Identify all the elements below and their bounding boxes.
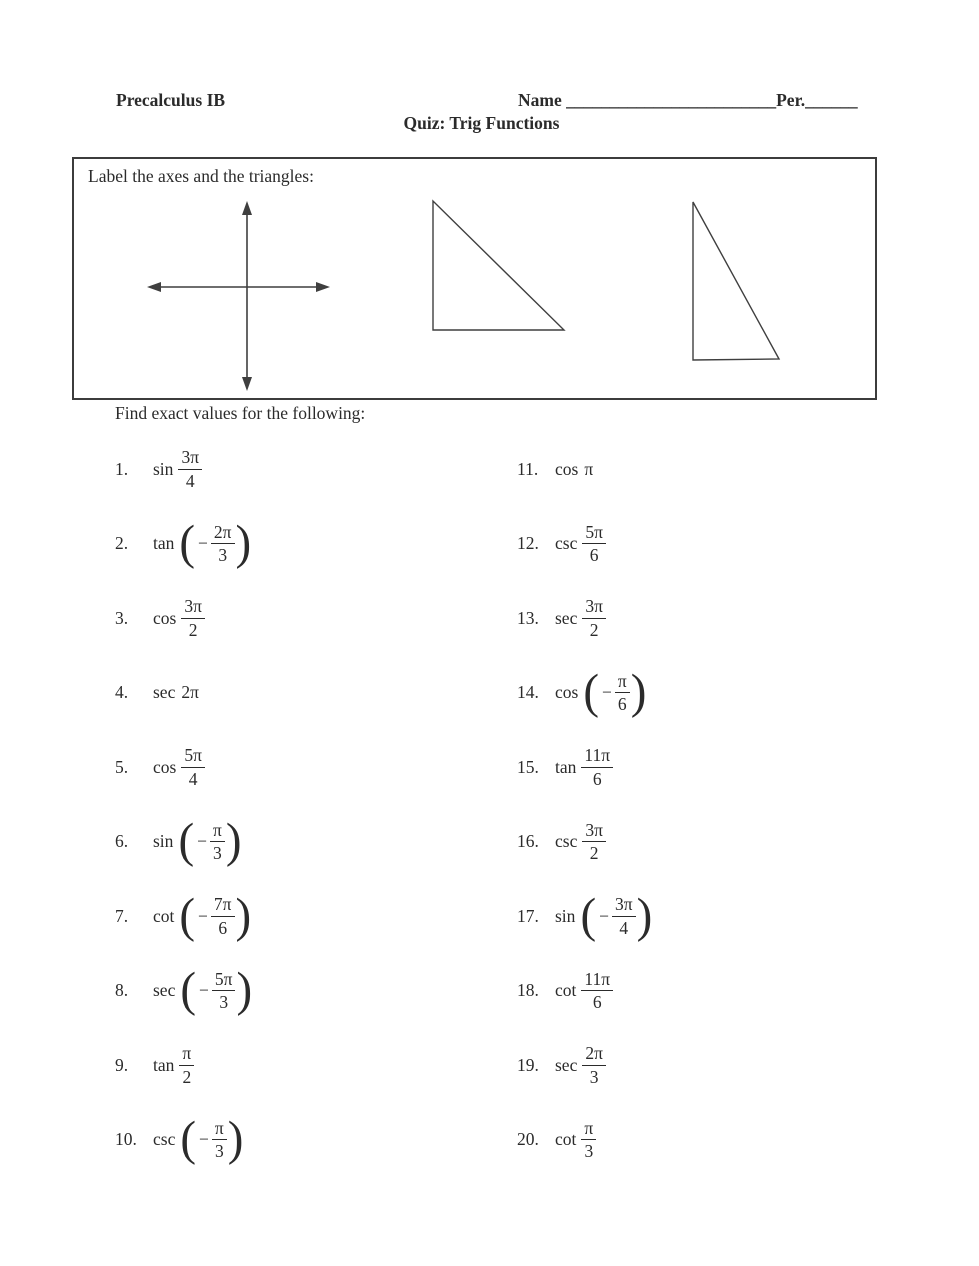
fraction-argument (581, 745, 613, 789)
problem-number: 18. (517, 980, 539, 1001)
fraction-numerator: π (182, 1043, 192, 1064)
problem-number: 9. (115, 1054, 129, 1075)
fraction-numerator: 3π (614, 894, 633, 915)
fraction-argument (211, 894, 235, 938)
fraction-denominator: 4 (612, 916, 636, 939)
period-blank-line: ______ (805, 90, 858, 110)
trig-function-name: cot (555, 1129, 577, 1150)
section-prompt: Find exact values for the following: (115, 403, 366, 423)
trig-function-name: sec (555, 1054, 578, 1075)
right-triangle-narrow-figure (693, 202, 779, 360)
fraction-argument (581, 969, 613, 1013)
fraction-denominator: 2 (582, 618, 606, 641)
fraction-numerator: π (212, 819, 222, 840)
fraction-argument (615, 671, 630, 715)
fraction-numerator: 3π (585, 596, 603, 617)
fraction-denominator: 2 (582, 841, 606, 864)
close-paren: ) (235, 516, 252, 571)
problem-number: 5. (115, 756, 129, 777)
problem-number: 6. (115, 831, 129, 852)
figure-instruction: Label the axes and the triangles: (88, 166, 314, 186)
trig-function-name: sin (555, 905, 576, 926)
fraction-argument (211, 522, 235, 566)
plain-argument: π (584, 458, 594, 479)
fraction-numerator: 3π (184, 596, 202, 617)
problem-number: 17. (517, 905, 539, 926)
fraction-numerator: 5π (184, 745, 202, 766)
minus-sign: − (199, 980, 209, 1001)
fraction-numerator: 5π (585, 521, 603, 542)
fraction-denominator: 4 (178, 469, 202, 492)
close-paren: ) (227, 1112, 244, 1167)
trig-function-name: csc (555, 831, 578, 852)
fraction-denominator: 2 (181, 618, 205, 641)
problem-number: 8. (115, 980, 129, 1001)
trig-function-name: cos (153, 607, 177, 628)
problem-number: 10. (115, 1129, 137, 1150)
trig-function-name: sin (153, 831, 174, 852)
fraction-denominator: 3 (212, 1139, 227, 1162)
problem-number: 15. (517, 756, 539, 777)
minus-sign: − (197, 831, 207, 852)
figures-svg (74, 159, 875, 398)
open-paren: ( (580, 888, 597, 943)
problem-6 (115, 805, 485, 880)
course-title: Precalculus IB (116, 90, 226, 110)
problem-number: 4. (115, 682, 129, 703)
problem-18 (517, 954, 887, 1029)
open-paren: ( (179, 888, 196, 943)
open-paren: ( (178, 814, 195, 869)
fraction-argument (212, 1118, 227, 1162)
problem-number: 14. (517, 682, 539, 703)
fraction-denominator: 3 (211, 543, 235, 566)
problem-9 (115, 1028, 485, 1103)
problem-number: 20. (517, 1129, 539, 1150)
trig-function-name: tan (153, 1054, 175, 1075)
fraction-argument (582, 596, 606, 640)
minus-sign: − (601, 682, 612, 703)
problem-number: 11. (517, 458, 539, 479)
name-label: Name (518, 90, 562, 110)
close-paren: ) (225, 814, 242, 869)
fraction-numerator: 3π (585, 819, 603, 840)
figure-box (72, 157, 877, 400)
close-paren: ) (236, 963, 253, 1018)
problem-2 (115, 507, 485, 582)
right-triangle-tall-figure (433, 201, 564, 330)
name-blank-line: ________________________ (561, 90, 777, 110)
fraction-numerator: π (617, 670, 627, 691)
trig-function-name: cos (555, 458, 579, 479)
problems-column-right (517, 432, 887, 1177)
problem-number: 7. (115, 905, 129, 926)
problem-8 (115, 954, 485, 1029)
trig-function-name: sin (153, 458, 174, 479)
close-paren: ) (630, 665, 647, 720)
problem-5 (115, 730, 485, 805)
fraction-denominator: 4 (181, 767, 205, 790)
fraction-numerator: π (584, 1117, 594, 1138)
open-paren: ( (179, 516, 196, 571)
trig-function-name: csc (153, 1129, 176, 1150)
fraction-denominator: 6 (211, 916, 235, 939)
problem-number: 16. (517, 831, 539, 852)
problem-1 (115, 432, 485, 507)
fraction-argument (612, 894, 636, 938)
fraction-argument (582, 522, 606, 566)
trig-function-name: cos (555, 682, 579, 703)
coordinate-axes-figure (147, 201, 330, 391)
problem-12 (517, 507, 887, 582)
trig-function-name: cot (153, 905, 175, 926)
problems-column-left (115, 432, 485, 1177)
fraction-argument (210, 820, 225, 864)
problem-number: 13. (517, 607, 539, 628)
fraction-denominator: 6 (582, 543, 606, 566)
problem-number: 3. (115, 607, 129, 628)
trig-function-name: tan (555, 756, 577, 777)
fraction-denominator: 6 (581, 990, 613, 1013)
fraction-argument (181, 745, 205, 789)
fraction-numerator: 5π (214, 968, 233, 989)
trig-function-name: sec (153, 980, 176, 1001)
problem-17 (517, 879, 887, 954)
problem-19 (517, 1028, 887, 1103)
problem-4 (115, 656, 485, 731)
fraction-argument (212, 969, 236, 1013)
problem-number: 1. (115, 458, 129, 479)
fraction-denominator: 6 (581, 767, 613, 790)
fraction-denominator: 2 (179, 1065, 194, 1088)
fraction-argument (582, 820, 606, 864)
fraction-numerator: 7π (213, 894, 232, 915)
fraction-argument (582, 1043, 606, 1087)
close-paren: ) (636, 888, 653, 943)
trig-function-name: tan (153, 533, 175, 554)
name-per-line (518, 90, 858, 111)
open-paren: ( (180, 963, 197, 1018)
problem-10 (115, 1103, 485, 1178)
open-paren: ( (180, 1112, 197, 1167)
fraction-denominator: 3 (212, 990, 236, 1013)
trig-function-name: sec (153, 682, 176, 703)
problem-11 (517, 432, 887, 507)
problem-13 (517, 581, 887, 656)
minus-sign: − (198, 533, 208, 554)
problem-14 (517, 656, 887, 731)
fraction-denominator: 3 (210, 841, 225, 864)
fraction-argument (179, 1043, 194, 1087)
close-paren: ) (235, 888, 252, 943)
problem-16 (517, 805, 887, 880)
problem-7 (115, 879, 485, 954)
fraction-numerator: 2π (213, 521, 232, 542)
fraction-numerator: 2π (585, 1043, 603, 1064)
plain-argument: 2π (181, 682, 199, 703)
problem-15 (517, 730, 887, 805)
trig-function-name: sec (555, 607, 578, 628)
fraction-denominator: 6 (615, 692, 630, 715)
fraction-argument (181, 596, 205, 640)
fraction-numerator: π (214, 1117, 224, 1138)
minus-sign: − (199, 1129, 209, 1150)
open-paren: ( (583, 665, 599, 720)
problem-number: 19. (517, 1054, 539, 1075)
period-label: Per. (776, 90, 806, 110)
problem-3 (115, 581, 485, 656)
minus-sign: − (198, 905, 208, 926)
problem-20 (517, 1103, 887, 1178)
fraction-numerator: 3π (181, 447, 200, 468)
trig-function-name: cos (153, 756, 177, 777)
fraction-numerator: 11π (584, 968, 611, 989)
quiz-title: Quiz: Trig Functions (403, 113, 560, 133)
trig-function-name: cot (555, 980, 577, 1001)
fraction-argument (581, 1118, 596, 1162)
fraction-denominator: 3 (581, 1139, 596, 1162)
fraction-numerator: 11π (584, 745, 611, 766)
minus-sign: − (599, 905, 609, 926)
fraction-argument (178, 447, 202, 491)
fraction-denominator: 3 (582, 1065, 606, 1088)
trig-function-name: csc (555, 533, 578, 554)
problem-number: 12. (517, 533, 539, 554)
problem-number: 2. (115, 533, 129, 554)
